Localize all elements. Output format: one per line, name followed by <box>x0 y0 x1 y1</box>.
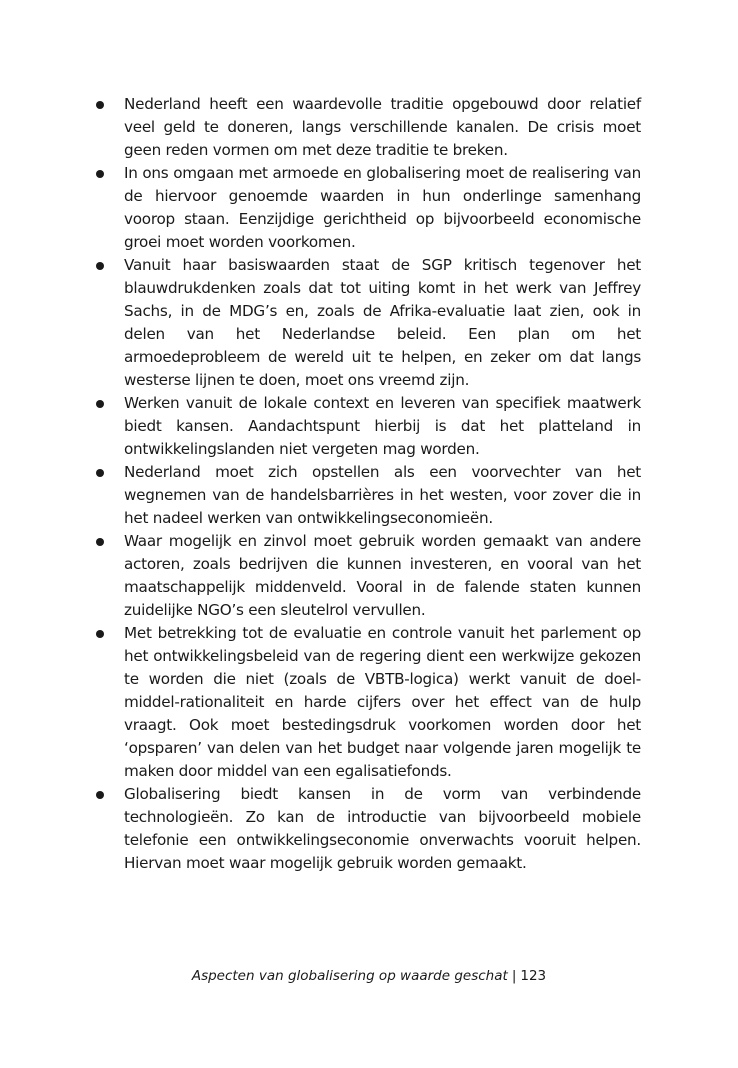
bullet-dot-icon <box>96 170 104 178</box>
bullet-item <box>96 392 641 461</box>
bullet-text: Nederland heeft een waardevolle traditie opgebouwd door relatief veel geld te doneren, langs verschillende kanalen. De crisis moet geen reden vormen om met deze traditie te breken. <box>124 95 641 159</box>
bullet-dot-icon <box>96 469 104 477</box>
page-number: 123 <box>520 968 547 984</box>
bullet-item <box>96 254 641 392</box>
page-footer <box>0 966 738 986</box>
bullet-list <box>96 93 641 875</box>
bullet-text: Werken vanuit de lokale context en leveren van specifiek maatwerk biedt kansen. Aandachtspunt hierbij is dat het platteland in ontwikkelingslanden niet vergeten mag worden. <box>124 394 641 458</box>
bullet-dot-icon <box>96 101 104 109</box>
bullet-item <box>96 622 641 783</box>
bullet-text: Globalisering biedt kansen in de vorm van verbindende technologieën. Zo kan de introductie van bijvoorbeeld mobiele telefonie een ontwikkelingseconomie onverwachts vooruit helpen. Hiervan moet waar mogelijk gebruik worden gemaakt. <box>124 785 641 872</box>
bullet-dot-icon <box>96 262 104 270</box>
bullet-item <box>96 461 641 530</box>
footer-title: Aspecten van globalisering op waarde geschat <box>191 968 508 984</box>
bullet-item <box>96 530 641 622</box>
bullet-text: Met betrekking tot de evaluatie en controle vanuit het parlement op het ontwikkelingsbeleid van de regering dient een werkwijze gekozen te worden die niet (zoals de VBTB-logica) werkt vanuit de doel-middel-rationaliteit en harde cijfers over het effect van de hulp vraagt. Ook moet bestedingsdruk voorkomen worden door het ‘opsparen’ van delen van het budget naar volgende jaren mogelijk te maken door middel van een egalisatiefonds. <box>124 624 641 780</box>
bullet-dot-icon <box>96 538 104 546</box>
footer-separator: | <box>511 968 517 984</box>
bullet-text: In ons omgaan met armoede en globalisering moet de realisering van de hiervoor genoemde waarden in hun onderlinge samenhang voorop staan. Eenzijdige gerichtheid op bijvoorbeeld economische groei moet worden voorkomen. <box>124 164 641 251</box>
bullet-item <box>96 783 641 875</box>
bullet-text: Vanuit haar basiswaarden staat de SGP kritisch tegenover het blauwdrukdenken zoals dat tot uiting komt in het werk van Jeffrey Sachs, in de MDG’s en, zoals de Afrika-evaluatie laat zien, ook in delen van het Nederlandse beleid. Een plan om het armoedeprobleem de wereld uit te helpen, en zeker om dat langs westerse lijnen te doen, moet ons vreemd zijn. <box>124 256 641 389</box>
bullet-dot-icon <box>96 791 104 799</box>
bullet-text: Waar mogelijk en zinvol moet gebruik worden gemaakt van andere actoren, zoals bedrijven die kunnen investeren, en vooral van het maatschappelijk middenveld. Vooral in de falende staten kunnen zuidelijke NGO’s een sleutelrol vervullen. <box>124 532 641 619</box>
bullet-dot-icon <box>96 630 104 638</box>
bullet-dot-icon <box>96 400 104 408</box>
bullet-item <box>96 162 641 254</box>
bullet-text: Nederland moet zich opstellen als een voorvechter van het wegnemen van de handelsbarrières in het westen, voor zover die in het nadeel werken van ontwikkelingseconomieën. <box>124 463 641 527</box>
bullet-item <box>96 93 641 162</box>
